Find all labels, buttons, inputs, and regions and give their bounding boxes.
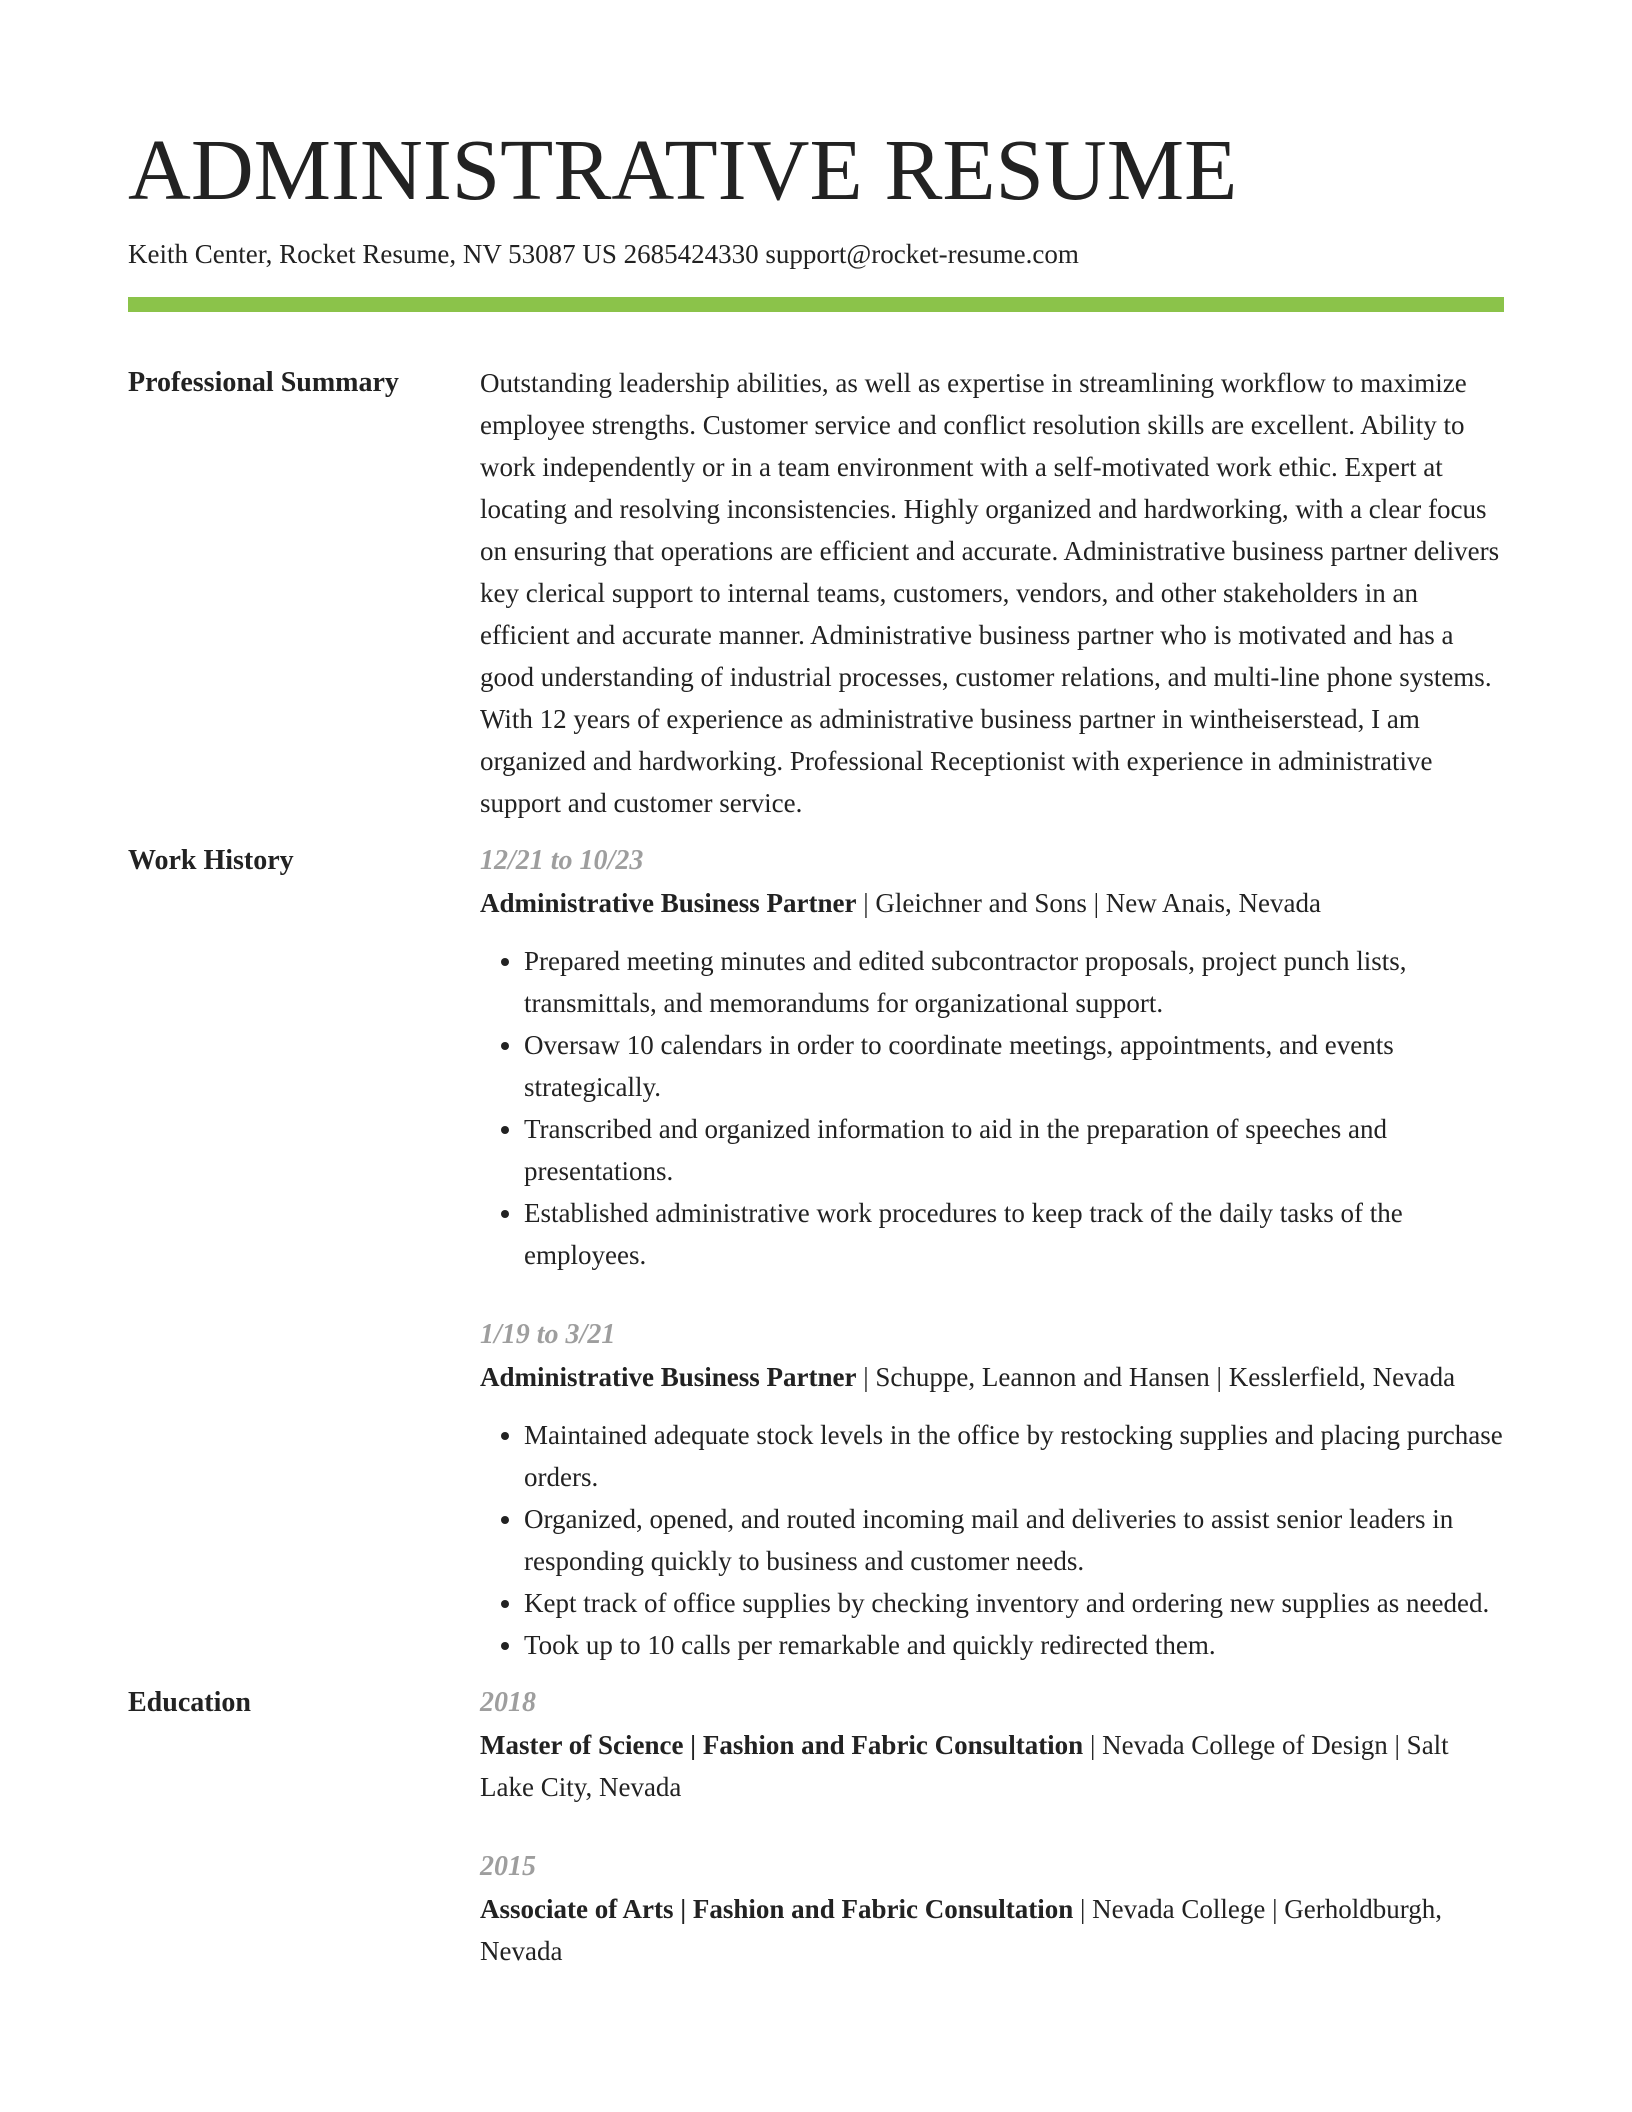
job-bullet: • Kept track of office supplies by checking inventory and ordering new supplies as needed.: [524, 1582, 1504, 1624]
accent-divider: [128, 297, 1504, 312]
education-year: 2015: [480, 1851, 536, 1882]
summary-text: Outstanding leadership abilities, as well as expertise in streamlining workflow to maximize employee strengths. Customer service and conflict resolution skills are excellent. Ability to work independently or in a team environment with a self-motivated work ethic. Expert at locating and resolving inconsistencies. Highly organized and hardworking, with a clear focus on ensuring that operations are efficient and accurate. Administrative business partner delivers key clerical support to internal teams, customers, vendors, and other stakeholders in an efficient and accurate manner. Administrative business partner who is motivated and has a good understanding of industrial processes, customer relations, and multi-line phone systems. With 12 years of experience as administrative business partner in wintheiserstead, I am organized and hardworking. Professional Receptionist with experience in administrative support and customer service.: [480, 368, 1500, 818]
job-bullet: • Oversaw 10 calendars in order to coordinate meetings, appointments, and events strategically.: [524, 1024, 1504, 1108]
education-details: | Nevada College | Gerholdburgh, Nevada: [480, 1894, 1442, 1966]
work-history-list: [480, 840, 1504, 1666]
job-bullet: • Transcribed and organized information to aid in the preparation of speeches and presentations.: [524, 1108, 1504, 1192]
education-section: [128, 1682, 1504, 1972]
section-label-education: Education: [128, 1687, 251, 1718]
job-bullet: • Organized, opened, and routed incoming mail and deliveries to assist senior leaders in responding quickly to business and customer needs.: [524, 1498, 1504, 1582]
job-title: Administrative Business Partner: [480, 888, 857, 918]
education-entry: [480, 1846, 1504, 1972]
job-bullet: • Took up to 10 calls per remarkable and quickly redirected them.: [524, 1624, 1504, 1666]
job-role: [480, 882, 1504, 924]
job-bullets: [480, 940, 1504, 1276]
section-label-work: Work History: [128, 845, 294, 876]
work-history-section: [128, 840, 1504, 1666]
education-list: [480, 1682, 1504, 1972]
summary-section: [128, 362, 1504, 824]
job-dates: 1/19 to 3/21: [480, 1319, 616, 1350]
job-bullet: • Maintained adequate stock levels in the office by restocking supplies and placing purchase orders.: [524, 1414, 1504, 1498]
job-title: Administrative Business Partner: [480, 1362, 857, 1392]
education-degree-line: [480, 1724, 1504, 1808]
section-label-summary: Professional Summary: [128, 367, 399, 398]
education-degree: Associate of Arts | Fashion and Fabric Consultation: [480, 1894, 1074, 1924]
job-dates: 12/21 to 10/23: [480, 845, 644, 876]
education-entry: [480, 1682, 1504, 1808]
job-details: | Schuppe, Leannon and Hansen | Kesslerfield, Nevada: [856, 1362, 1456, 1392]
resume-title: ADMINISTRATIVE RESUME: [128, 121, 1238, 218]
job-bullet: • Established administrative work procedures to keep track of the daily tasks of the employees.: [524, 1192, 1504, 1276]
job-bullets: [480, 1414, 1504, 1666]
resume-page: [128, 120, 1504, 1972]
job-entry: [480, 840, 1504, 1276]
job-details: | Gleichner and Sons | New Anais, Nevada: [856, 888, 1321, 918]
job-bullet: • Prepared meeting minutes and edited subcontractor proposals, project punch lists, transmittals, and memorandums for organizational support.: [524, 940, 1504, 1024]
education-details: | Nevada College of Design | Salt Lake City, Nevada: [480, 1730, 1449, 1802]
education-year: 2018: [480, 1687, 536, 1718]
job-role: [480, 1356, 1504, 1398]
education-degree: Master of Science | Fashion and Fabric Consultation: [480, 1730, 1084, 1760]
job-entry: [480, 1314, 1504, 1666]
education-degree-line: [480, 1888, 1504, 1972]
contact-line: Keith Center, Rocket Resume, NV 53087 US 2685424330 support@rocket-resume.com: [128, 239, 1079, 269]
